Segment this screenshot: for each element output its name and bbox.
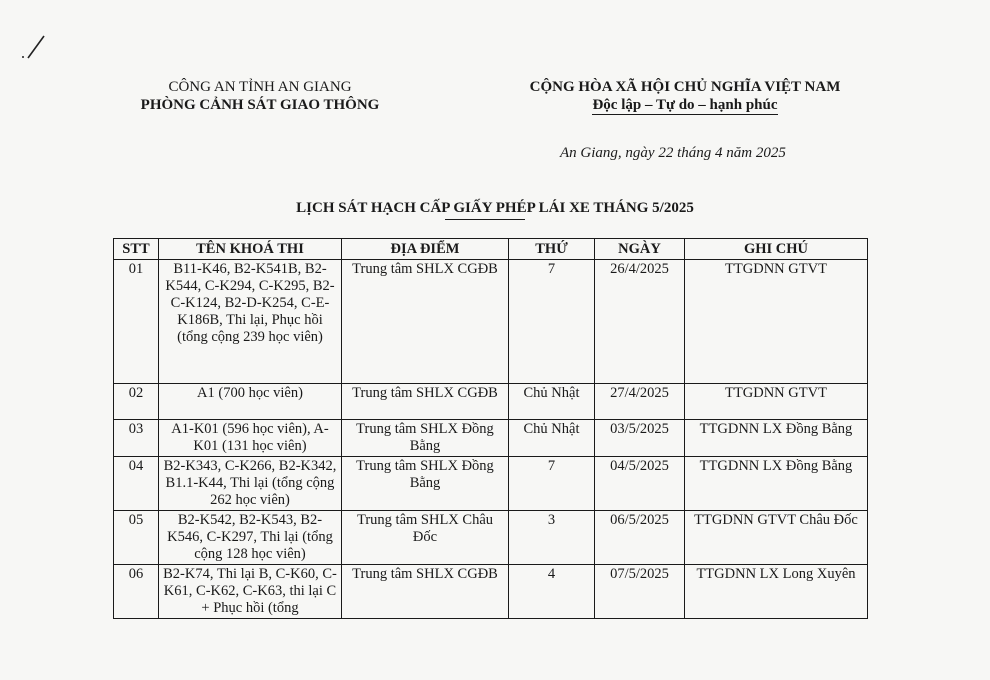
cell-course: A1 (700 học viên)	[159, 384, 342, 420]
cell-date: 27/4/2025	[595, 384, 685, 420]
country-name: CỘNG HÒA XÃ HỘI CHỦ NGHĨA VIỆT NAM	[529, 79, 841, 95]
table-row	[114, 511, 868, 565]
document-title: LỊCH SÁT HẠCH CẤP GIẤY PHÉP LÁI XE THÁNG 5/2025	[296, 200, 694, 216]
header-date: NGÀY	[595, 239, 685, 260]
cell-date: 26/4/2025	[595, 260, 685, 384]
table-row	[114, 420, 868, 457]
cell-note: TTGDNN LX Đồng Bằng	[685, 457, 868, 511]
header-course: TÊN KHOÁ THI	[159, 239, 342, 260]
cell-date: 07/5/2025	[595, 565, 685, 619]
table-header-row	[114, 239, 868, 260]
department-name: PHÒNG CẢNH SÁT GIAO THÔNG	[140, 97, 380, 113]
header-left	[130, 78, 390, 114]
table-row	[114, 565, 868, 619]
header-note: GHI CHÚ	[685, 239, 868, 260]
cell-weekday: 4	[509, 565, 595, 619]
cell-date: 04/5/2025	[595, 457, 685, 511]
header-right	[510, 78, 860, 115]
cell-weekday: Chủ Nhật	[509, 384, 595, 420]
cell-location: Trung tâm SHLX CGĐB	[342, 384, 509, 420]
title-underline	[445, 219, 525, 220]
cell-date: 03/5/2025	[595, 420, 685, 457]
document-date: An Giang, ngày 22 tháng 4 năm 2025	[560, 145, 786, 161]
cell-weekday: 7	[509, 260, 595, 384]
cell-note: TTGDNN GTVT Châu Đốc	[685, 511, 868, 565]
header-weekday: THỨ	[509, 239, 595, 260]
cell-date: 06/5/2025	[595, 511, 685, 565]
table-row	[114, 260, 868, 384]
cell-note: TTGDNN GTVT	[685, 384, 868, 420]
cell-note: TTGDNN LX Đồng Bằng	[685, 420, 868, 457]
cell-stt: 04	[114, 457, 159, 511]
cell-weekday: 3	[509, 511, 595, 565]
agency-name: CÔNG AN TỈNH AN GIANG	[168, 79, 352, 95]
cell-location: Trung tâm SHLX Đồng Bằng	[342, 457, 509, 511]
cell-course: B2-K343, C-K266, B2-K342, B1.1-K44, Thi lại (tổng cộng 262 học viên)	[159, 457, 342, 511]
cell-location: Trung tâm SHLX Châu Đốc	[342, 511, 509, 565]
cell-course: B2-K74, Thi lại B, C-K60, C-K61, C-K62, C-K63, thi lại C + Phục hồi (tổng	[159, 565, 342, 619]
cell-weekday: Chủ Nhật	[509, 420, 595, 457]
cell-stt: 01	[114, 260, 159, 384]
pen-mark-decoration	[18, 30, 58, 60]
table-row	[114, 457, 868, 511]
cell-stt: 06	[114, 565, 159, 619]
cell-location: Trung tâm SHLX CGĐB	[342, 565, 509, 619]
cell-stt: 03	[114, 420, 159, 457]
header-stt: STT	[114, 239, 159, 260]
cell-note: TTGDNN GTVT	[685, 260, 868, 384]
cell-location: Trung tâm SHLX CGĐB	[342, 260, 509, 384]
cell-note: TTGDNN LX Long Xuyên	[685, 565, 868, 619]
cell-weekday: 7	[509, 457, 595, 511]
table-row	[114, 384, 868, 420]
cell-course: A1-K01 (596 học viên), A-K01 (131 học viên)	[159, 420, 342, 457]
national-motto: Độc lập – Tự do – hạnh phúc	[592, 97, 778, 113]
cell-course: B11-K46, B2-K541B, B2-K544, C-K294, C-K295, B2-C-K124, B2-D-K254, C-E-K186B, Thi lại, Phục hồi (tổng cộng 239 học viên)	[159, 260, 342, 384]
header-location: ĐỊA ĐIỂM	[342, 239, 509, 260]
cell-location: Trung tâm SHLX Đồng Bằng	[342, 420, 509, 457]
cell-stt: 02	[114, 384, 159, 420]
schedule-table	[113, 238, 868, 619]
cell-stt: 05	[114, 511, 159, 565]
cell-course: B2-K542, B2-K543, B2-K546, C-K297, Thi lại (tổng cộng 128 học viên)	[159, 511, 342, 565]
